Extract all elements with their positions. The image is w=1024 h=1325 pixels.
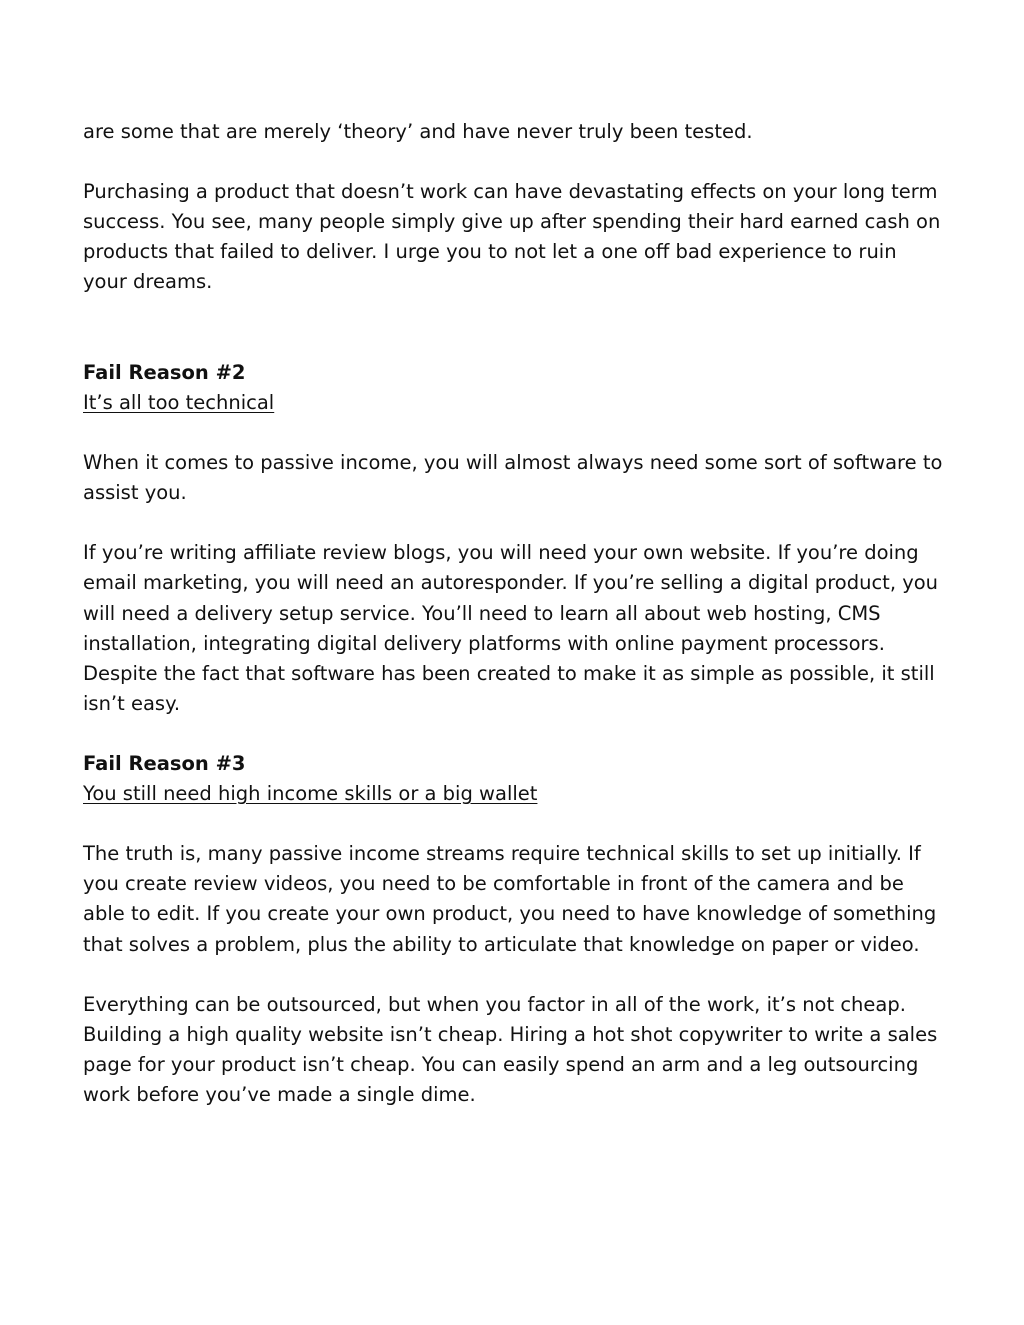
section-paragraph: When it comes to passive income, you will almost always need some sort of software to assist you. <box>83 451 943 505</box>
section-heading: Fail Reason #2 <box>83 360 246 384</box>
document-body <box>83 117 943 1110</box>
section-subheading: It’s all too technical <box>83 390 275 414</box>
section-subheading: You still need high income skills or a big wallet <box>83 782 538 806</box>
fail-reason-3-section <box>83 749 943 1110</box>
section-paragraph: If you’re writing affiliate review blogs, you will need your own website. If you’re doing email marketing, you will need an autoresponder. If you’re selling a digital product, you will need a delivery setup service. You’ll need to learn all about web hosting, CMS installation, integrating digital delivery platforms with online payment processors. Despite the fact that software has been created to make it as simple as possible, it still isn’t easy. <box>83 541 939 715</box>
section-paragraph: The truth is, many passive income streams require technical skills to set up initially. If you create review videos, you need to be comfortable in front of the camera and be able to edit. If you create your own product, you need to have knowledge of something that solves a problem, plus the ability to articulate that knowledge on paper or video. <box>83 842 937 956</box>
fail-reason-2-section <box>83 358 943 719</box>
section-paragraph: Everything can be outsourced, but when you factor in all of the work, it’s not cheap. Building a high quality website isn’t cheap. Hiring a hot shot copywriter to write a sales page for your product isn’t cheap. You can easily spend an arm and a leg outsourcing work before you’ve made a single dime. <box>83 992 938 1106</box>
intro-tail-paragraph: are some that are merely ‘theory’ and have never truly been tested. <box>83 120 753 143</box>
intro-paragraph: Purchasing a product that doesn’t work can have devastating effects on your long term success. You see, many people simply give up after spending their hard earned cash on products that failed to deliver. I urge you to not let a one off bad experience to ruin your dreams. <box>83 180 941 294</box>
section-heading: Fail Reason #3 <box>83 751 246 775</box>
